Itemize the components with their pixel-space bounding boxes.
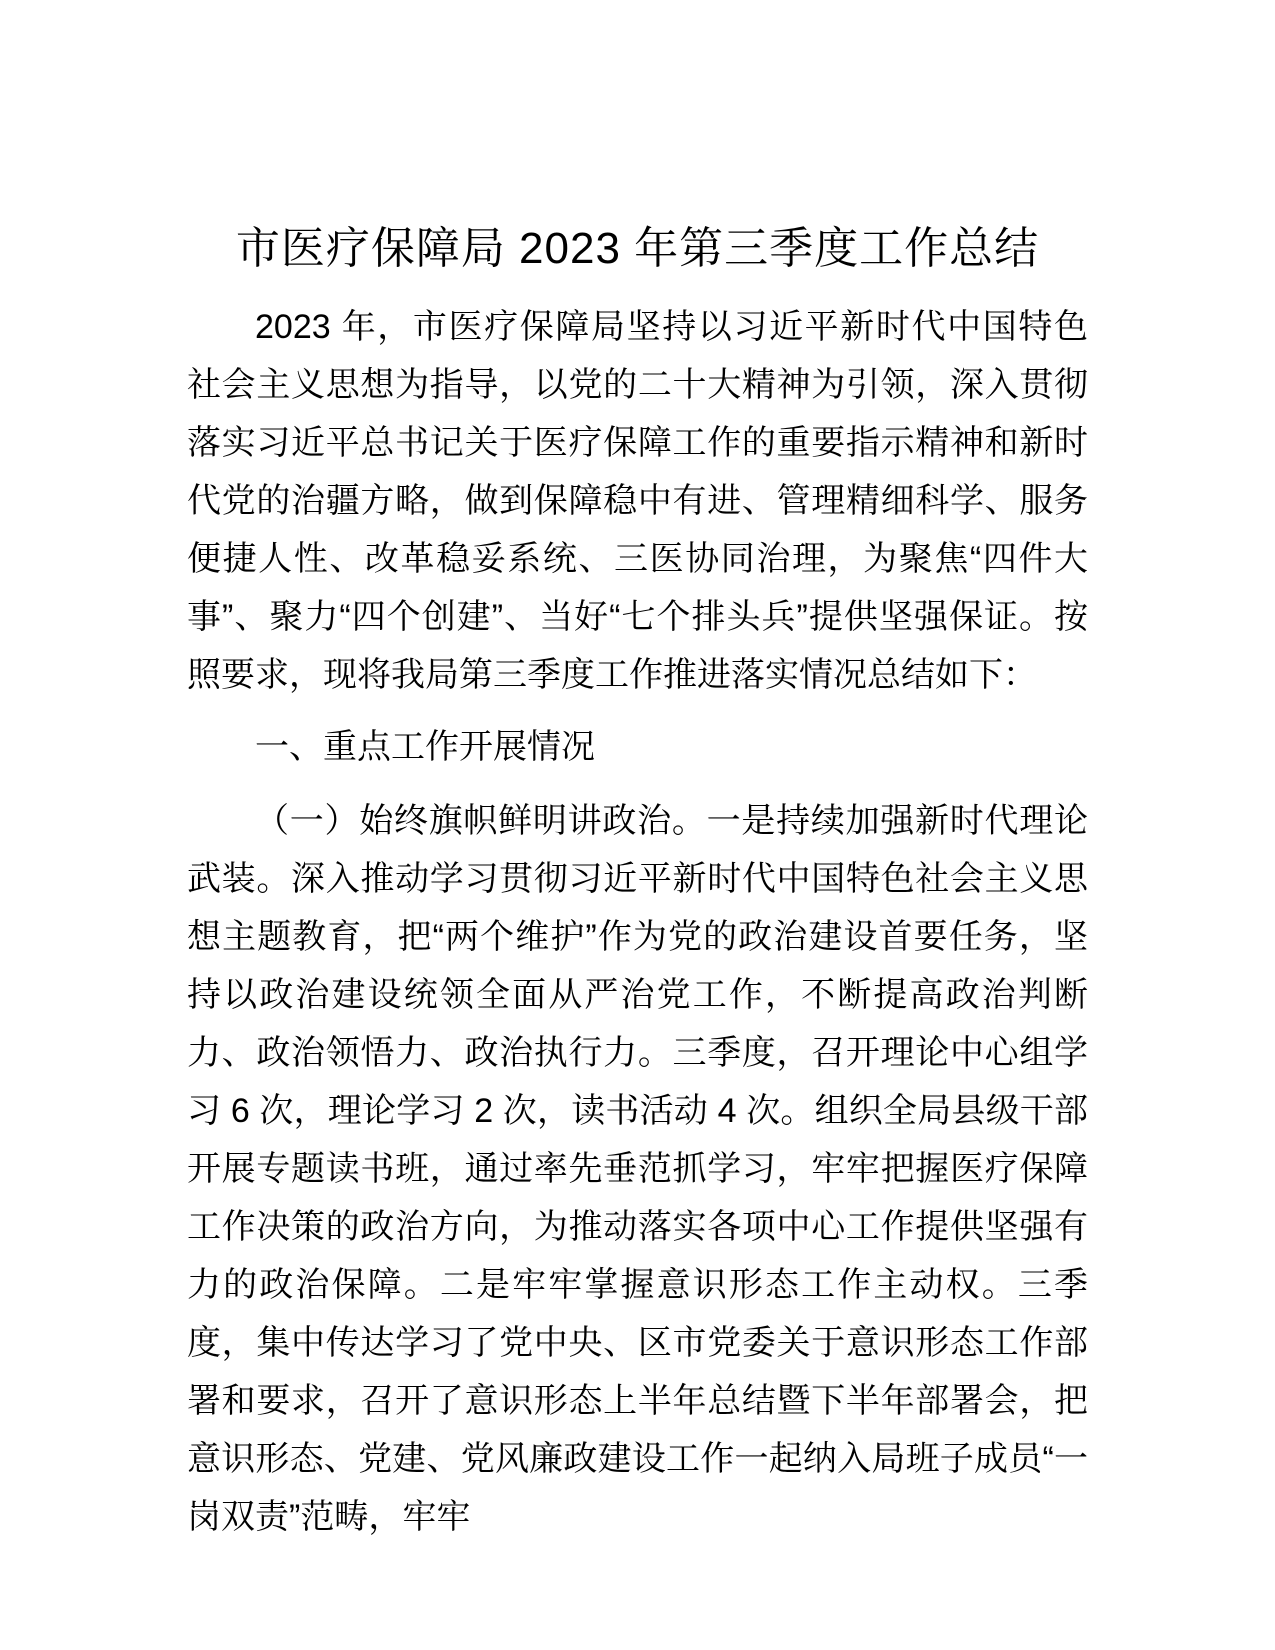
document-body xyxy=(187,298,1088,1546)
body-paragraph: 2023 年，市医疗保障局坚持以习近平新时代中国特色社会主义思想为指导，以党的二十大精神为引领，深入贯彻落实习近平总书记关于医疗保障工作的重要指示精神和新时代党的治疆方略，做到保障稳中有进、管理精细科学、服务便捷人性、改革稳妥系统、三医协同治理，为聚焦“四件大事”、聚力“四个创建”、当好“七个排头兵”提供坚强保证。按照要求，现将我局第三季度工作推进落实情况总结如下： xyxy=(187,308,1088,694)
section-heading: 一、重点工作开展情况 xyxy=(255,728,595,766)
document-title: 市医疗保障局 2023 年第三季度工作总结 xyxy=(235,224,1040,273)
body-paragraph: （一）始终旗帜鲜明讲政治。一是持续加强新时代理论武装。深入推动学习贯彻习近平新时代中国特色社会主义思想主题教育，把“两个维护”作为党的政治建设首要任务，坚持以政治建设统领全面从严治党工作，不断提高政治判断力、政治领悟力、政治执行力。三季度，召开理论中心组学习 6 次，理论学习 2 次，读书活动 4 次。组织全局县级干部开展专题读书班，通过率先垂范抓学习，牢牢把握医疗保障工作决策的政治方向，为推动落实各项中心工作提供坚强有力的政治保障。二是牢牢掌握意识形态工作主动权。三季度，集中传达学习了党中央、区市党委关于意识形态工作部署和要求，召开了意识形态上半年总结暨下半年部署会，把意识形态、党建、党风廉政建设工作一起纳入局班子成员“一岗双责”范畴，牢牢 xyxy=(187,802,1088,1536)
